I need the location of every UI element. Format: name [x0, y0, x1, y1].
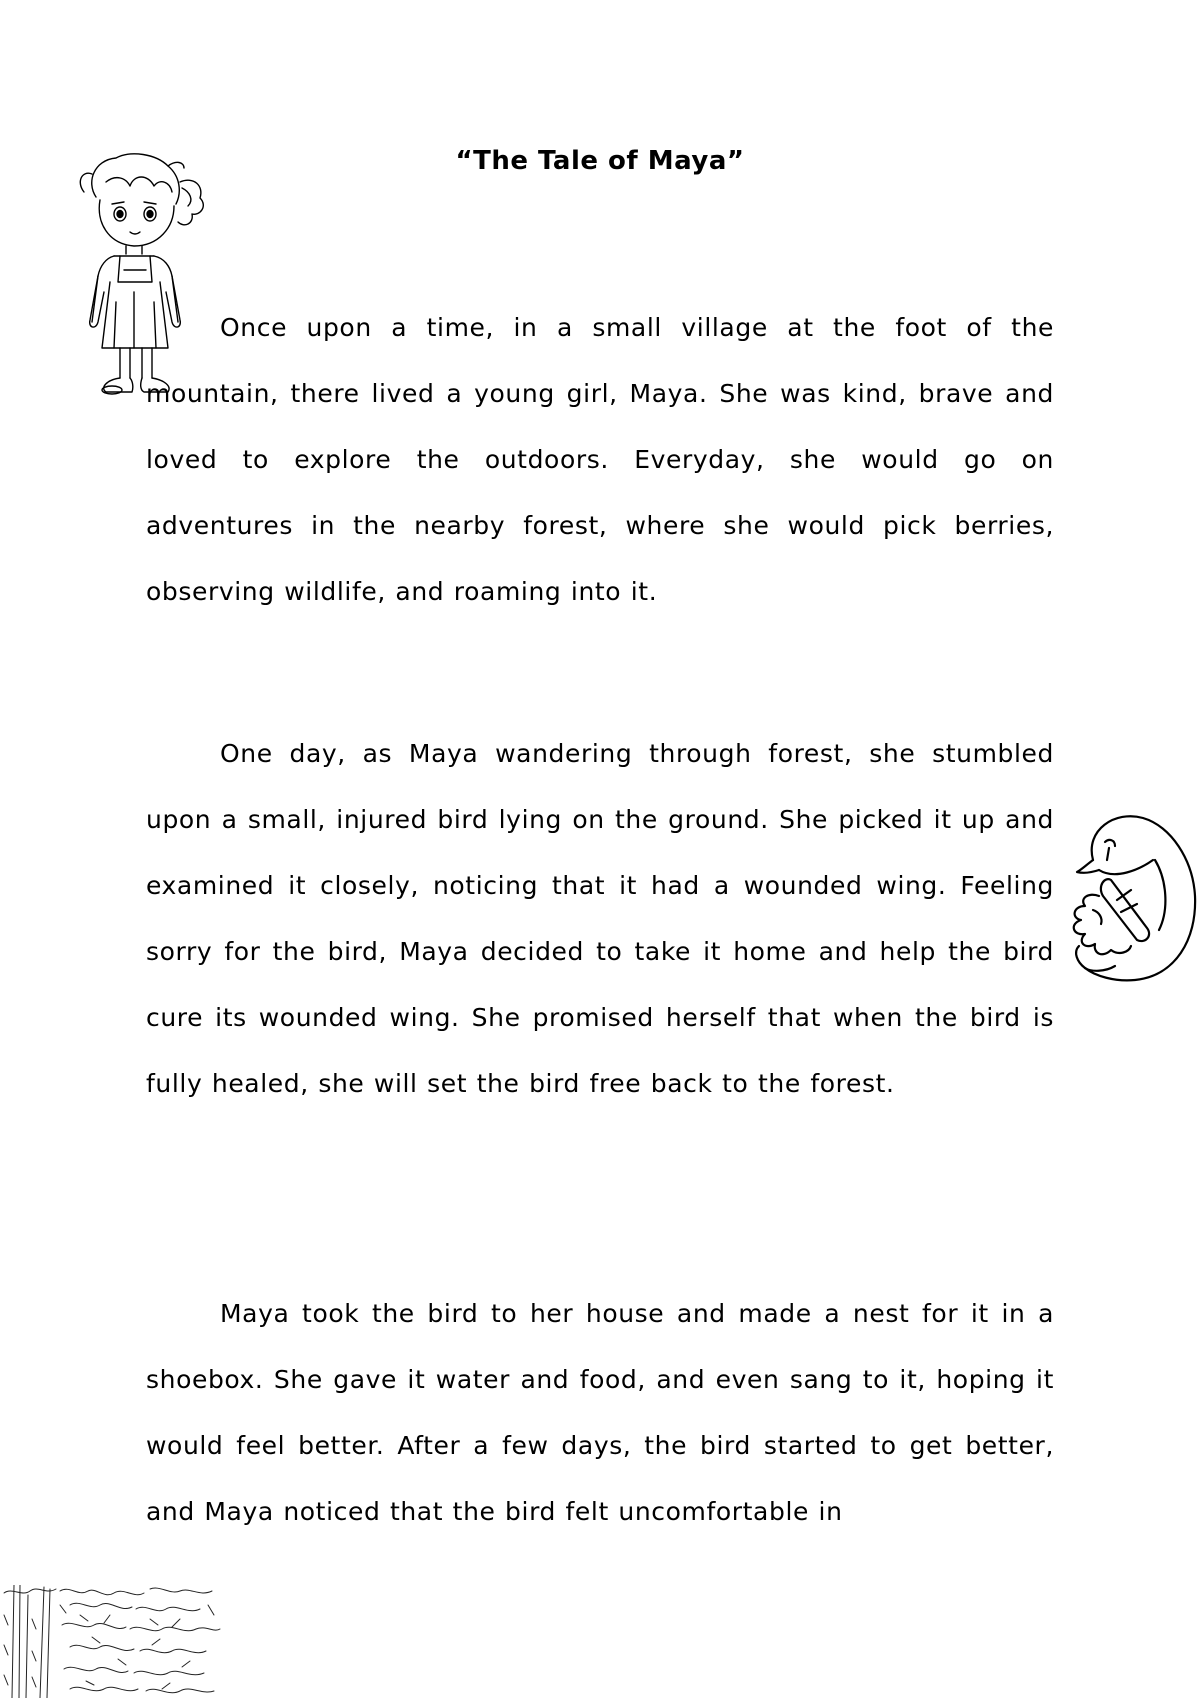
story-title: “The Tale of Maya” [455, 146, 745, 176]
forest-sketch-illustration [0, 1585, 225, 1698]
story-paragraph-3: Maya took the bird to her house and made a nest for it in a shoebox. She gave it water and food, and even sang to it, hoping it would feel better. After a few days, the bird started to get better, and Maya noticed that the bird felt uncomfortable in [146, 1299, 1054, 1526]
bandaged-bird-illustration [1055, 800, 1200, 985]
story-paragraph-1: Once upon a time, in a small village at the foot of the mountain, there lived a young girl, Maya. She was kind, brave and loved to explore the outdoors. Everyday, she would go on adventures in the nearby forest, where she would pick berries, observing wildlife, and roaming into it. [146, 313, 1054, 606]
story-paragraph-2: One day, as Maya wandering through forest, she stumbled upon a small, injured bird lying on the ground. She picked it up and examined it closely, noticing that it had a wounded wing. Feeling sorry for the bird, Maya decided to take it home and help the bird cure its wounded wing. She promised herself that when the bird is fully healed, she will set the bird free back to the forest. [146, 739, 1054, 1098]
